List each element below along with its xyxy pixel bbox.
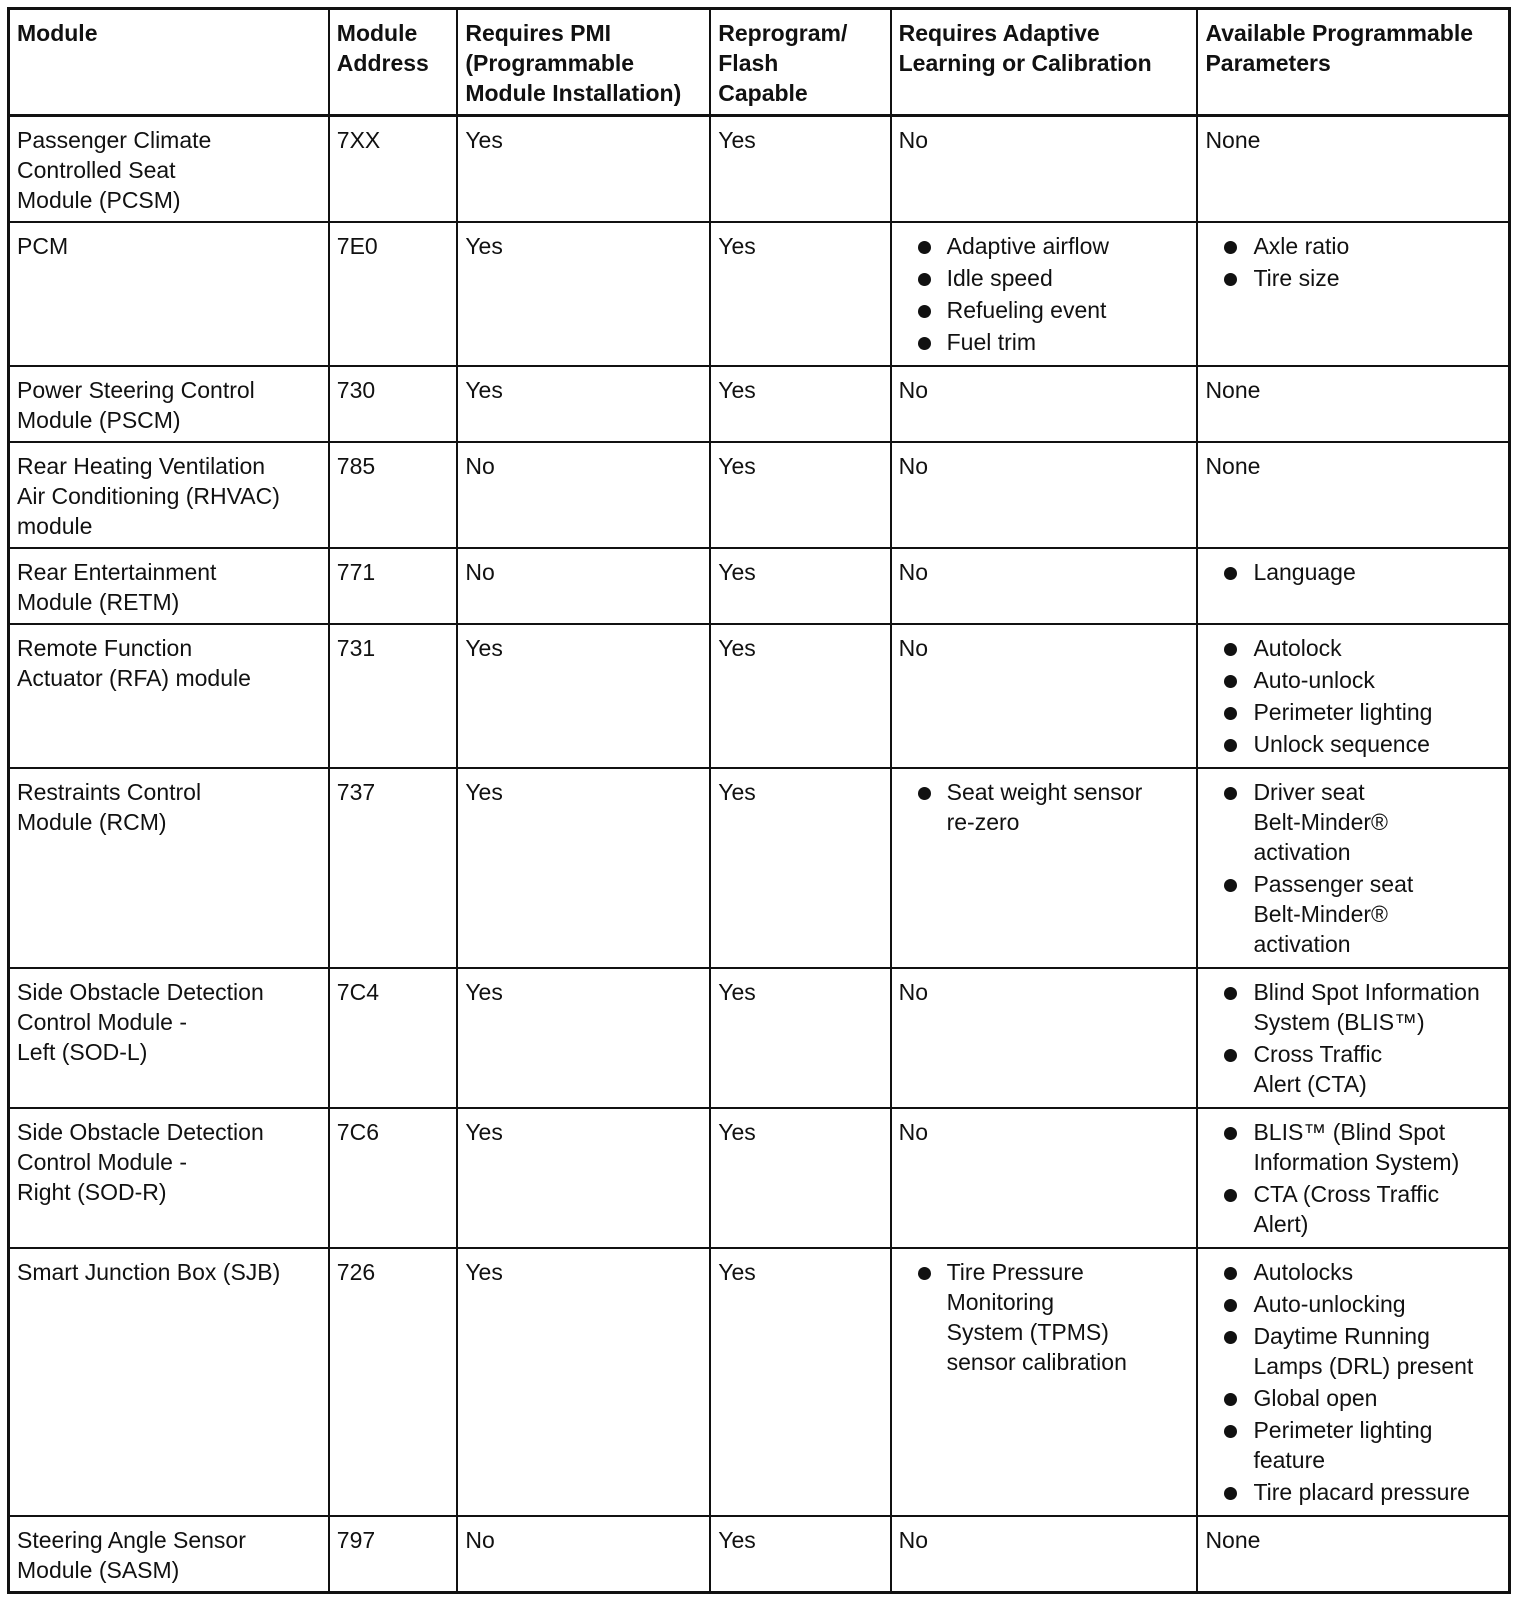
bullet-icon <box>1224 675 1237 688</box>
params-cell <box>1197 1516 1509 1593</box>
list-item-text: Driver seat Belt-Minder® activation <box>1253 779 1388 865</box>
bullet-icon <box>1224 879 1237 892</box>
list-item <box>899 1257 1191 1377</box>
address-cell-text: 730 <box>336 377 376 403</box>
module-cell <box>9 366 329 442</box>
header-adaptive-learning: Requires Adaptive Learning or Calibration <box>891 9 1198 116</box>
module-cell-text: Restraints Control Module (RCM) <box>17 779 202 835</box>
params-cell-text: None <box>1205 453 1261 479</box>
adaptive-cell-text: No <box>898 979 929 1005</box>
list-item-text: Idle speed <box>946 265 1053 291</box>
module-cell-text: Rear Heating Ventilation Air Conditioning (RHVAC) module <box>17 453 280 539</box>
header-module-address: Module Address <box>329 9 458 116</box>
params-cell-text: None <box>1205 1527 1261 1553</box>
address-cell <box>329 366 458 442</box>
flash-cell <box>710 968 890 1108</box>
params-cell <box>1197 116 1509 223</box>
pmi-cell-text: Yes <box>465 779 503 805</box>
module-cell-text: Passenger Climate Controlled Seat Module (PCSM) <box>17 127 212 213</box>
list-item-text: Perimeter lighting <box>1253 699 1433 725</box>
header-row <box>9 9 1510 116</box>
flash-cell <box>710 768 890 968</box>
list-item-text: Seat weight sensor re-zero <box>946 779 1143 835</box>
table-row <box>9 1248 1510 1516</box>
flash-cell-text: Yes <box>718 453 756 479</box>
parameter-list <box>1205 977 1502 1099</box>
address-cell <box>329 968 458 1108</box>
adaptive-cell <box>891 768 1198 968</box>
list-item <box>1205 1477 1502 1507</box>
flash-cell <box>710 366 890 442</box>
bullet-icon <box>1224 1425 1237 1438</box>
list-item-text: Auto-unlocking <box>1253 1291 1406 1317</box>
address-cell <box>329 624 458 768</box>
bullet-icon <box>1224 1299 1237 1312</box>
pmi-cell-text: Yes <box>465 127 503 153</box>
module-cell <box>9 548 329 624</box>
bullet-icon <box>1224 787 1237 800</box>
module-cell-text: Side Obstacle Detection Control Module - Right (SOD-R) <box>17 1119 264 1205</box>
module-cell <box>9 1108 329 1248</box>
pmi-cell <box>457 1108 710 1248</box>
bullet-icon <box>1224 987 1237 1000</box>
params-cell-text: None <box>1205 127 1261 153</box>
params-cell <box>1197 768 1509 968</box>
pmi-cell <box>457 968 710 1108</box>
list-item <box>1205 1289 1502 1319</box>
bullet-icon <box>918 305 931 318</box>
adaptive-cell <box>891 548 1198 624</box>
module-cell-text: PCM <box>17 233 69 259</box>
bullet-icon <box>1224 1267 1237 1280</box>
list-item <box>899 777 1191 837</box>
parameter-list <box>1205 1117 1502 1239</box>
address-cell-text: 737 <box>336 779 376 805</box>
flash-cell-text: Yes <box>718 127 756 153</box>
address-cell-text: 7XX <box>336 127 381 153</box>
pmi-cell <box>457 222 710 366</box>
bullet-icon <box>1224 241 1237 254</box>
list-item-text: Language <box>1253 559 1356 585</box>
list-item-text: Tire Pressure Monitoring System (TPMS) sensor calibration <box>946 1259 1127 1375</box>
table-row <box>9 768 1510 968</box>
pmi-cell-text: Yes <box>465 979 503 1005</box>
flash-cell-text: Yes <box>718 979 756 1005</box>
flash-cell <box>710 1248 890 1516</box>
adaptive-cell <box>891 442 1198 548</box>
list-item-text: Autolock <box>1253 635 1342 661</box>
pmi-cell <box>457 548 710 624</box>
bullet-icon <box>1224 1127 1237 1140</box>
pmi-cell-text: Yes <box>465 635 503 661</box>
list-item-text: Perimeter lighting feature <box>1253 1417 1433 1473</box>
adaptive-list <box>899 1257 1191 1377</box>
module-cell-text: Smart Junction Box (SJB) <box>17 1259 281 1285</box>
address-cell-text: 771 <box>336 559 376 585</box>
adaptive-cell <box>891 624 1198 768</box>
flash-cell <box>710 222 890 366</box>
params-cell <box>1197 1248 1509 1516</box>
module-cell <box>9 1248 329 1516</box>
adaptive-cell <box>891 968 1198 1108</box>
list-item-text: Blind Spot Information System (BLIS™) <box>1253 979 1480 1035</box>
module-cell-text: Remote Function Actuator (RFA) module <box>17 635 251 691</box>
list-item-text: Passenger seat Belt-Minder® activation <box>1253 871 1414 957</box>
list-item <box>1205 263 1502 293</box>
table-row <box>9 548 1510 624</box>
table-row <box>9 968 1510 1108</box>
list-item-text: Autolocks <box>1253 1259 1354 1285</box>
adaptive-cell <box>891 116 1198 223</box>
pmi-cell <box>457 1248 710 1516</box>
pmi-cell-text: Yes <box>465 1119 503 1145</box>
pmi-cell <box>457 1516 710 1593</box>
address-cell <box>329 442 458 548</box>
list-item <box>1205 231 1502 261</box>
flash-cell-text: Yes <box>718 377 756 403</box>
list-item-text: Adaptive airflow <box>946 233 1109 259</box>
list-item-text: Axle ratio <box>1253 233 1350 259</box>
flash-cell <box>710 624 890 768</box>
bullet-icon <box>918 1267 931 1280</box>
flash-cell-text: Yes <box>718 1259 756 1285</box>
list-item <box>1205 1321 1502 1381</box>
pmi-cell-text: Yes <box>465 377 503 403</box>
bullet-icon <box>918 337 931 350</box>
bullet-icon <box>918 273 931 286</box>
params-cell <box>1197 968 1509 1108</box>
params-cell <box>1197 624 1509 768</box>
module-cell <box>9 968 329 1108</box>
flash-cell <box>710 116 890 223</box>
pmi-cell <box>457 768 710 968</box>
adaptive-cell-text: No <box>898 635 929 661</box>
table-row <box>9 366 1510 442</box>
params-cell <box>1197 366 1509 442</box>
module-cell-text: Rear Entertainment Module (RETM) <box>17 559 217 615</box>
list-item-text: Tire size <box>1253 265 1340 291</box>
params-cell <box>1197 222 1509 366</box>
module-cell-text: Side Obstacle Detection Control Module - Left (SOD-L) <box>17 979 264 1065</box>
address-cell <box>329 222 458 366</box>
pmi-cell <box>457 442 710 548</box>
module-cell-text: Steering Angle Sensor Module (SASM) <box>17 1527 246 1583</box>
adaptive-cell <box>891 366 1198 442</box>
adaptive-list <box>899 231 1191 357</box>
pmi-cell-text: Yes <box>465 233 503 259</box>
list-item <box>1205 1383 1502 1413</box>
bullet-icon <box>918 787 931 800</box>
list-item <box>899 295 1191 325</box>
list-item <box>899 231 1191 261</box>
flash-cell <box>710 548 890 624</box>
bullet-icon <box>1224 567 1237 580</box>
module-cell <box>9 222 329 366</box>
address-cell <box>329 116 458 223</box>
list-item <box>1205 633 1502 663</box>
pmi-cell-text: No <box>465 453 495 479</box>
header-reprogram-flash: Reprogram/ Flash Capable <box>710 9 890 116</box>
list-item-text: Fuel trim <box>946 329 1037 355</box>
adaptive-cell-text: No <box>898 377 929 403</box>
table-row <box>9 624 1510 768</box>
pmi-cell-text: No <box>465 559 495 585</box>
list-item <box>1205 1039 1502 1099</box>
list-item-text: Refueling event <box>946 297 1107 323</box>
address-cell-text: 726 <box>336 1259 376 1285</box>
pmi-cell <box>457 624 710 768</box>
parameter-list <box>1205 1257 1502 1507</box>
list-item <box>1205 665 1502 695</box>
bullet-icon <box>1224 707 1237 720</box>
pmi-cell <box>457 366 710 442</box>
params-cell-text: None <box>1205 377 1261 403</box>
params-cell <box>1197 548 1509 624</box>
adaptive-cell-text: No <box>898 1119 929 1145</box>
adaptive-cell-text: No <box>898 127 929 153</box>
bullet-icon <box>1224 1049 1237 1062</box>
module-cell <box>9 1516 329 1593</box>
address-cell <box>329 1108 458 1248</box>
bullet-icon <box>1224 739 1237 752</box>
list-item-text: Tire placard pressure <box>1253 1479 1470 1505</box>
flash-cell-text: Yes <box>718 559 756 585</box>
pmi-cell-text: Yes <box>465 1259 503 1285</box>
address-cell-text: 731 <box>336 635 376 661</box>
module-cell <box>9 116 329 223</box>
list-item <box>1205 1179 1502 1239</box>
address-cell <box>329 768 458 968</box>
list-item <box>1205 557 1502 587</box>
address-cell <box>329 548 458 624</box>
table-row <box>9 116 1510 223</box>
module-cell <box>9 768 329 968</box>
bullet-icon <box>1224 1189 1237 1202</box>
flash-cell <box>710 442 890 548</box>
bullet-icon <box>1224 643 1237 656</box>
address-cell <box>329 1516 458 1593</box>
header-module: Module <box>9 9 329 116</box>
table-row <box>9 1108 1510 1248</box>
flash-cell <box>710 1108 890 1248</box>
header-programmable-parameters: Available Programmable Parameters <box>1197 9 1509 116</box>
module-cell <box>9 442 329 548</box>
list-item <box>1205 777 1502 867</box>
parameter-list <box>1205 231 1502 293</box>
address-cell-text: 785 <box>336 453 376 479</box>
pmi-cell-text: No <box>465 1527 495 1553</box>
adaptive-cell <box>891 222 1198 366</box>
adaptive-list <box>899 777 1191 837</box>
flash-cell-text: Yes <box>718 1119 756 1145</box>
flash-cell-text: Yes <box>718 635 756 661</box>
params-cell <box>1197 1108 1509 1248</box>
parameter-list <box>1205 633 1502 759</box>
address-cell-text: 7E0 <box>336 233 378 259</box>
list-item <box>899 263 1191 293</box>
module-cell-text: Power Steering Control Module (PSCM) <box>17 377 255 433</box>
list-item-text: Cross Traffic Alert (CTA) <box>1253 1041 1383 1097</box>
list-item <box>1205 1257 1502 1287</box>
list-item-text: Daytime Running Lamps (DRL) present <box>1253 1323 1474 1379</box>
list-item <box>1205 729 1502 759</box>
bullet-icon <box>1224 1393 1237 1406</box>
bullet-icon <box>1224 1331 1237 1344</box>
module-table <box>7 7 1511 1594</box>
adaptive-cell <box>891 1248 1198 1516</box>
table-row <box>9 442 1510 548</box>
adaptive-cell-text: No <box>898 453 929 479</box>
parameter-list <box>1205 557 1502 587</box>
flash-cell <box>710 1516 890 1593</box>
address-cell-text: 7C4 <box>336 979 379 1005</box>
parameter-list <box>1205 777 1502 959</box>
adaptive-cell <box>891 1516 1198 1593</box>
list-item <box>1205 869 1502 959</box>
list-item <box>1205 1117 1502 1177</box>
flash-cell-text: Yes <box>718 233 756 259</box>
bullet-icon <box>918 241 931 254</box>
address-cell-text: 7C6 <box>336 1119 379 1145</box>
header-requires-pmi: Requires PMI (Programmable Module Installation) <box>457 9 710 116</box>
adaptive-cell-text: No <box>898 1527 929 1553</box>
table-body <box>9 116 1510 1593</box>
pmi-cell <box>457 116 710 223</box>
list-item-text: BLIS™ (Blind Spot Information System) <box>1253 1119 1460 1175</box>
list-item-text: Global open <box>1253 1385 1378 1411</box>
module-cell <box>9 624 329 768</box>
params-cell <box>1197 442 1509 548</box>
address-cell <box>329 1248 458 1516</box>
adaptive-cell <box>891 1108 1198 1248</box>
list-item-text: Auto-unlock <box>1253 667 1375 693</box>
list-item <box>899 327 1191 357</box>
adaptive-cell-text: No <box>898 559 929 585</box>
flash-cell-text: Yes <box>718 1527 756 1553</box>
list-item <box>1205 1415 1502 1475</box>
flash-cell-text: Yes <box>718 779 756 805</box>
bullet-icon <box>1224 1487 1237 1500</box>
table-row <box>9 222 1510 366</box>
list-item-text: CTA (Cross Traffic Alert) <box>1253 1181 1440 1237</box>
list-item <box>1205 977 1502 1037</box>
list-item-text: Unlock sequence <box>1253 731 1430 757</box>
address-cell-text: 797 <box>336 1527 376 1553</box>
table-row <box>9 1516 1510 1593</box>
list-item <box>1205 697 1502 727</box>
bullet-icon <box>1224 273 1237 286</box>
